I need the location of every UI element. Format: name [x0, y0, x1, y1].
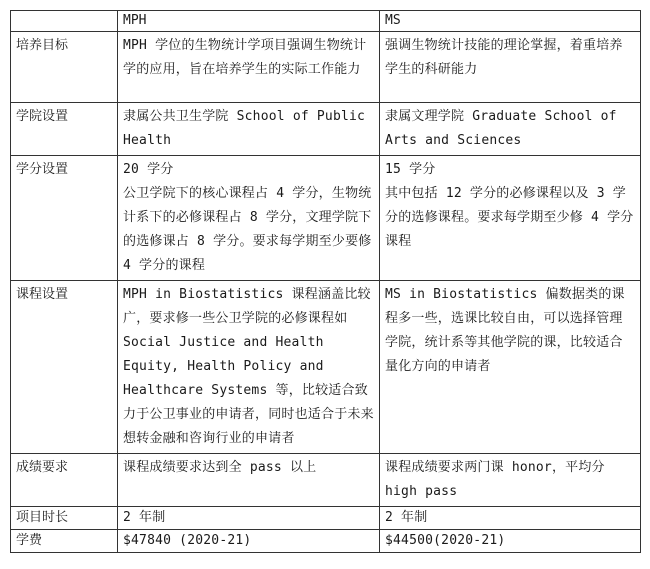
table-row [11, 530, 641, 553]
table-row [11, 507, 641, 530]
ms-cell: 15 学分 其中包括 12 学分的必修课程以及 3 学分的选修课程。要求每学期至少修 4 学分课程 [380, 156, 641, 281]
mph-cell: MPH in Biostatistics 课程涵盖比较广，要求修一些公卫学院的必修课程如 Social Justice and Health Equity, Health Policy and Healthcare Systems 等，比较适合致力于公卫事业的申请者，同时也适合于未来想转金融和咨询行业的申请者 [118, 281, 380, 454]
ms-cell: $44500(2020-21) [380, 530, 641, 553]
mph-cell: MPH 学位的生物统计学项目强调生物统计学的应用，旨在培养学生的实际工作能力 [118, 32, 380, 103]
mph-cell: 课程成绩要求达到全 pass 以上 [118, 454, 380, 507]
table-header-row [11, 11, 641, 32]
table-row [11, 454, 641, 507]
table-row [11, 103, 641, 156]
mph-cell: $47840 (2020-21) [118, 530, 380, 553]
row-label: 项目时长 [11, 507, 118, 530]
mph-cell: 20 学分 公卫学院下的核心课程占 4 学分，生物统计系下的必修课程占 8 学分，文理学院下的选修课占 8 学分。要求每学期至少要修 4 学分的课程 [118, 156, 380, 281]
header-mph: MPH [118, 11, 380, 32]
table-row [11, 32, 641, 103]
ms-cell: 隶属文理学院 Graduate School of Arts and Sciences [380, 103, 641, 156]
ms-cell: 强调生物统计技能的理论掌握，着重培养学生的科研能力 [380, 32, 641, 103]
mph-cell: 隶属公共卫生学院 School of Public Health [118, 103, 380, 156]
row-label: 学费 [11, 530, 118, 553]
ms-cell: 课程成绩要求两门课 honor，平均分 high pass [380, 454, 641, 507]
ms-cell: 2 年制 [380, 507, 641, 530]
mph-cell: 2 年制 [118, 507, 380, 530]
row-label: 学院设置 [11, 103, 118, 156]
row-label: 课程设置 [11, 281, 118, 454]
header-ms: MS [380, 11, 641, 32]
comparison-table [10, 10, 641, 553]
row-label: 学分设置 [11, 156, 118, 281]
table-row [11, 156, 641, 281]
ms-cell: MS in Biostatistics 偏数据类的课程多一些，选课比较自由，可以选择管理学院，统计系等其他学院的课，比较适合量化方向的申请者 [380, 281, 641, 454]
table-row [11, 281, 641, 454]
row-label: 成绩要求 [11, 454, 118, 507]
row-label: 培养目标 [11, 32, 118, 103]
header-empty-cell [11, 11, 118, 32]
